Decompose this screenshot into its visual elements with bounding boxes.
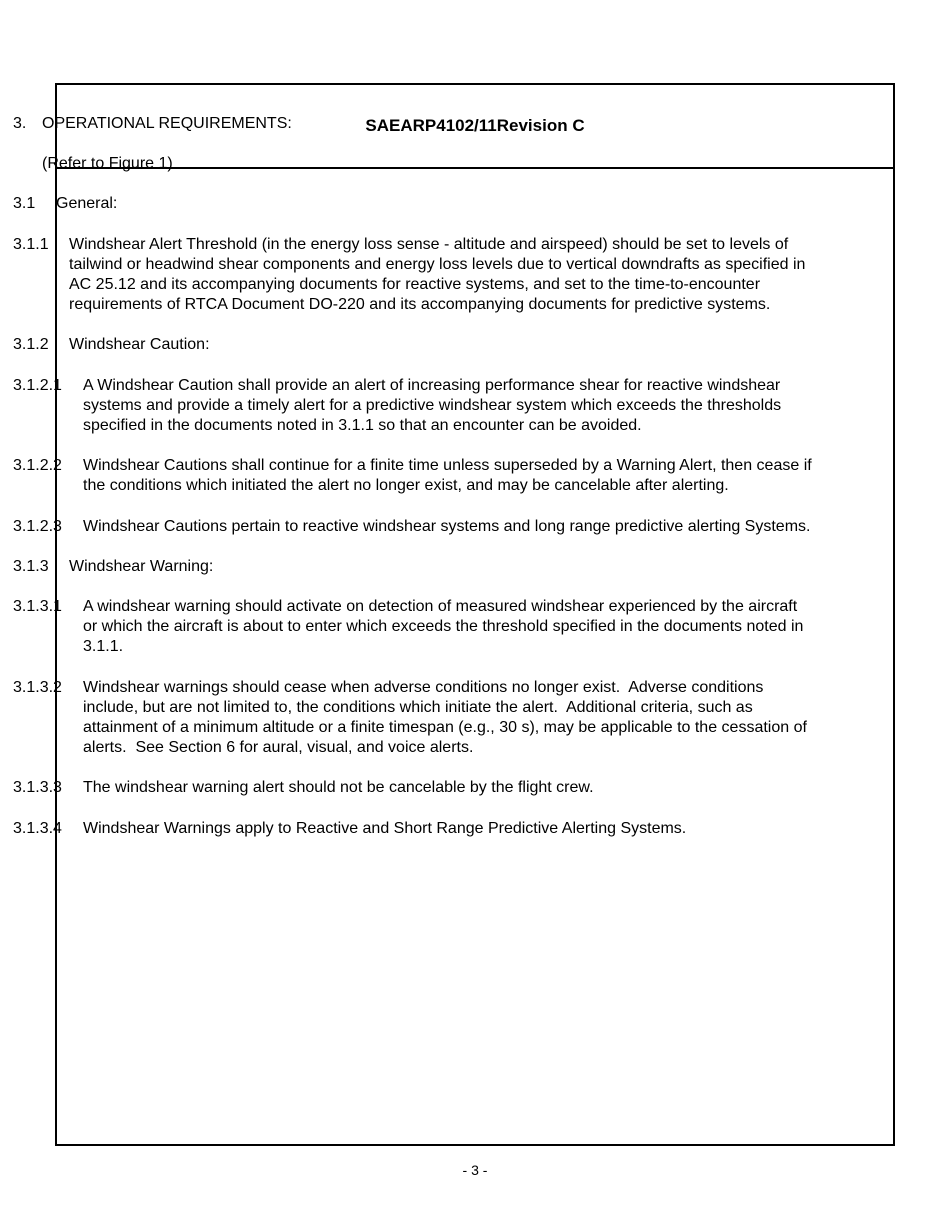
- section-paragraph: Windshear Cautions pertain to reactive windshear systems and long range predictive alerting Systems.: [83, 517, 811, 535]
- section-3-1-3-1: [13, 597, 813, 658]
- section-3-1-2-2: [13, 456, 813, 496]
- section-number: 3.1.2: [13, 336, 49, 354]
- section-3-1-3-3: [13, 778, 813, 798]
- section-number: 3.1.3: [13, 557, 49, 575]
- section-heading: General:: [56, 195, 118, 213]
- section-paragraph: A windshear warning should activate on detection of measured windshear experienced by the aircraft or which the aircraft is about to enter which exceeds the threshold specified in the documents noted in 3.1.1.: [83, 598, 804, 656]
- section-paragraph: A Windshear Caution shall provide an alert of increasing performance shear for reactive windshear systems and provide a timely alert for a predictive windshear system which exceeds the thresholds specified in the documents noted in 3.1.1 so that an encounter can be avoided.: [83, 376, 782, 435]
- section-paragraph: Windshear warnings should cease when adverse conditions no longer exist. Adverse conditions include, but are not limited to, the conditions which initiate the alert. Additional criteria, such as attainment of a minimum altitude or a finite timespan (e.g., 30 s), may be applicable to the cessation of alerts. See Section 6 for aural, visual, and voice alerts.: [83, 678, 812, 757]
- section-heading: OPERATIONAL REQUIREMENTS:: [42, 115, 292, 132]
- document-body: [13, 114, 813, 859]
- section-number: 3.1.2.2: [13, 457, 62, 475]
- section-paragraph: Windshear Warnings apply to Reactive and Short Range Predictive Alerting Systems.: [83, 819, 687, 837]
- section-number: 3.1.3.4: [13, 819, 62, 837]
- section-3-1-3-4: [13, 819, 813, 839]
- header-doc-number: ARP4102/11: [400, 116, 497, 135]
- section-3-1-2-1: [13, 376, 813, 437]
- section-3-1-3-2: [13, 678, 813, 759]
- section-number: 3.: [13, 115, 27, 132]
- section-paragraph: The windshear warning alert should not be cancelable by the flight crew.: [83, 779, 594, 797]
- section-paragraph: Windshear Cautions shall continue for a finite time unless superseded by a Warning Alert, then cease if the conditions which initiated the alert no longer exist, and may be cancelable after alerting.: [83, 457, 812, 495]
- section-3-1-2-3: [13, 517, 813, 537]
- section-3-1-2: [13, 335, 813, 355]
- section-number: 3.1.3.3: [13, 779, 62, 797]
- page-number: - 3 -: [462, 1162, 488, 1178]
- section-number: 3.1.2.3: [13, 517, 62, 535]
- section-number: 3.1.1: [13, 235, 49, 253]
- header-revision: Revision C: [496, 116, 585, 135]
- section-number: 3.1: [13, 195, 36, 213]
- header-org: SAE: [365, 116, 401, 135]
- section-3-1: [13, 194, 813, 214]
- section-heading: Windshear Warning:: [69, 557, 214, 575]
- section-number: 3.1.3.1: [13, 598, 62, 616]
- section-number: 3.1.3.2: [13, 678, 62, 696]
- section-paragraph: Windshear Alert Threshold (in the energy loss sense - altitude and airspeed) should be set to levels of tailwind or headwind shear components and energy loss levels due to vertical downdrafts as specified in AC 25.12 and its accompanying documents for reactive systems, and set to the time-to-encounter requirements of RTCA Document DO-220 and its accompanying documents for predictive systems.: [69, 235, 806, 314]
- section-3: [13, 114, 813, 134]
- figure-reference: (Refer to Figure 1): [42, 155, 173, 173]
- section-number: 3.1.2.1: [13, 376, 62, 394]
- section-3-1-3: [13, 557, 813, 577]
- section-heading: Windshear Caution:: [69, 336, 210, 354]
- section-3-1-1: [13, 235, 813, 316]
